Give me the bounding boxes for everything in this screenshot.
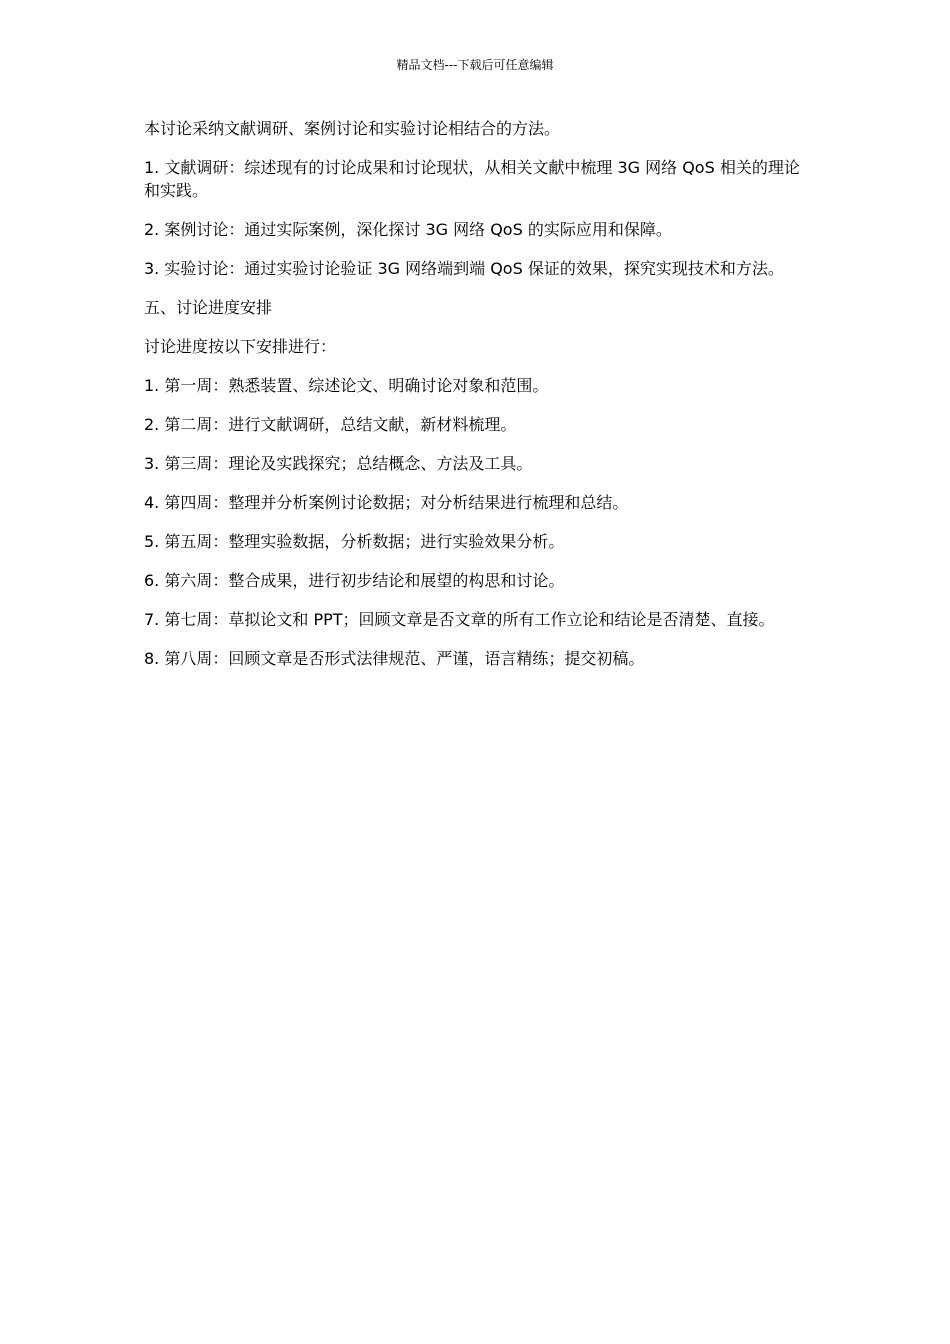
document-body xyxy=(144,117,806,686)
schedule-week-4: 4. 第四周：整理并分析案例讨论数据；对分析结果进行梳理和总结。 xyxy=(144,493,629,512)
schedule-week-3: 3. 第三周：理论及实践探究；总结概念、方法及工具。 xyxy=(144,454,533,473)
schedule-week-2: 2. 第二周：进行文献调研，总结文献，新材料梳理。 xyxy=(144,415,517,434)
method-item-2: 2. 案例讨论：通过实际案例，深化探讨 3G 网络 QoS 的实际应用和保障。 xyxy=(144,220,672,239)
schedule-week-8: 8. 第八周：回顾文章是否形式法律规范、严谨，语言精练；提交初稿。 xyxy=(144,649,645,668)
intro-paragraph: 本讨论采纳文献调研、案例讨论和实验讨论相结合的方法。 xyxy=(144,119,561,138)
page-header: 精品文档---下载后可任意编辑 xyxy=(396,58,554,72)
schedule-intro: 讨论进度按以下安排进行： xyxy=(144,337,337,356)
method-item-1: 1. 文献调研：综述现有的讨论成果和讨论现状，从相关文献中梳理 3G 网络 QoS 相关的理论和实践。 xyxy=(144,158,800,200)
schedule-week-7: 7. 第七周：草拟论文和 PPT；回顾文章是否文章的所有工作立论和结论是否清楚、直接。 xyxy=(144,610,775,629)
schedule-week-5: 5. 第五周：整理实验数据，分析数据；进行实验效果分析。 xyxy=(144,532,565,551)
schedule-week-1: 1. 第一周：熟悉装置、综述论文、明确讨论对象和范围。 xyxy=(144,376,549,395)
schedule-week-6: 6. 第六周：整合成果，进行初步结论和展望的构思和讨论。 xyxy=(144,571,565,590)
section-heading: 五、讨论进度安排 xyxy=(144,298,273,317)
method-item-3: 3. 实验讨论：通过实验讨论验证 3G 网络端到端 QoS 保证的效果，探究实现技术和方法。 xyxy=(144,259,784,278)
